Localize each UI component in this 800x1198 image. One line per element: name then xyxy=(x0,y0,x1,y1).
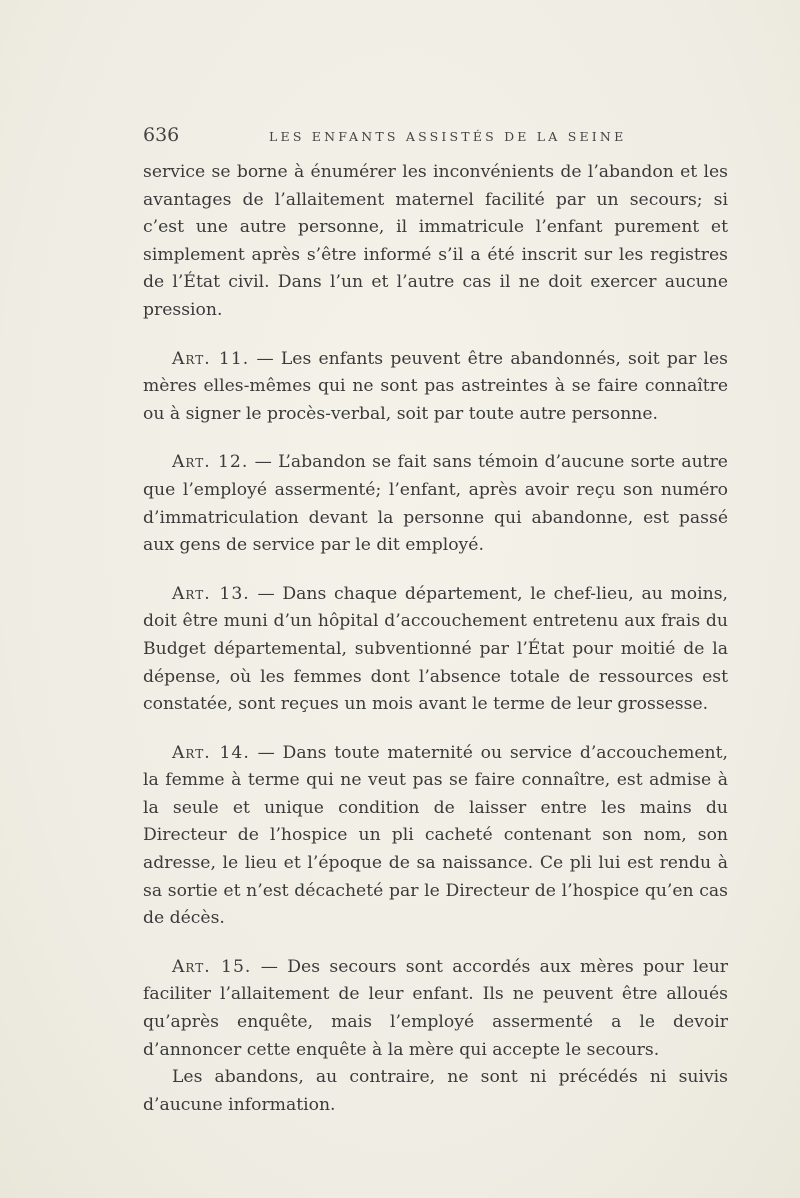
body-text xyxy=(143,159,728,1119)
article-heading: Art. 15. xyxy=(172,956,252,977)
page-number: 636 xyxy=(143,124,180,146)
page-header xyxy=(143,124,723,148)
article-13-paragraph xyxy=(143,581,728,719)
paragraph-text: service se borne à énumérer les inconvénients de l’abandon et les avantages de l’allaitement maternel facilité par un secours; si c’est une autre personne, il immatricule l’enfant purement et simplement après s’être informé s’il a été inscrit sur les registres de l’État civil. Dans l’un et l’autre cas il ne doit exercer aucune pression. xyxy=(143,162,728,320)
article-heading: Art. 12. xyxy=(172,452,249,473)
paragraph-text: — L’abandon se fait sans témoin d’aucune sorte autre que l’employé assermenté; l’enfant, après avoir reçu son numéro d’immatriculation devant la personne qui abandonne, est passé aux gens de service par le dit employé. xyxy=(143,452,728,556)
paragraph-text: — Dans chaque département, le chef-lieu, au moins, doit être muni d’un hôpital d’accouchement entretenu aux frais du Budget départemental, subventionné par l’État pour moitié de la dépense, où les femmes dont l’absence totale de ressources est constatée, sont reçues un mois avant le terme de leur grossesse. xyxy=(143,583,728,715)
paragraph-text: — Des secours sont accordés aux mères pour leur faciliter l’allaitement de leur enfant. Ils ne peuvent être alloués qu’après enquête, mais l’employé assermenté a le devoir d’annoncer cette enquête à la mère qui accepte le secours. xyxy=(143,956,728,1060)
paragraph-text: — Les enfants peuvent être abandonnés, soit par les mères elles-mêmes qui ne sont pas astreintes à se faire connaître ou à signer le procès-verbal, soit par toute autre personne. xyxy=(143,348,728,424)
article-heading: Art. 11. xyxy=(172,348,250,369)
article-heading: Art. 13. xyxy=(172,583,250,604)
paragraph-text: — Dans toute maternité ou service d’accouchement, la femme à terme qui ne veut pas se faire connaître, est admise à la seule et unique condition de laisser entre les mains du Directeur de l’hospice un pli cacheté contenant son nom, son adresse, le lieu et l’époque de sa naissance. Ce pli lui est rendu à sa sortie et n’est décacheté par le Directeur de l’hospice qu’en cas de décès. xyxy=(143,742,728,929)
paragraph-continuation xyxy=(143,159,728,325)
running-title: LES ENFANTS ASSISTÉS DE LA SEINE xyxy=(269,129,627,144)
article-14-paragraph xyxy=(143,740,728,933)
paragraph-text: Les abandons, au contraire, ne sont ni précédés ni suivis d’aucune information. xyxy=(143,1067,728,1115)
article-11-paragraph xyxy=(143,346,728,429)
closing-paragraph xyxy=(143,1064,728,1119)
article-12-paragraph xyxy=(143,449,728,559)
article-heading: Art. 14. xyxy=(172,742,250,763)
article-15-paragraph xyxy=(143,954,728,1064)
